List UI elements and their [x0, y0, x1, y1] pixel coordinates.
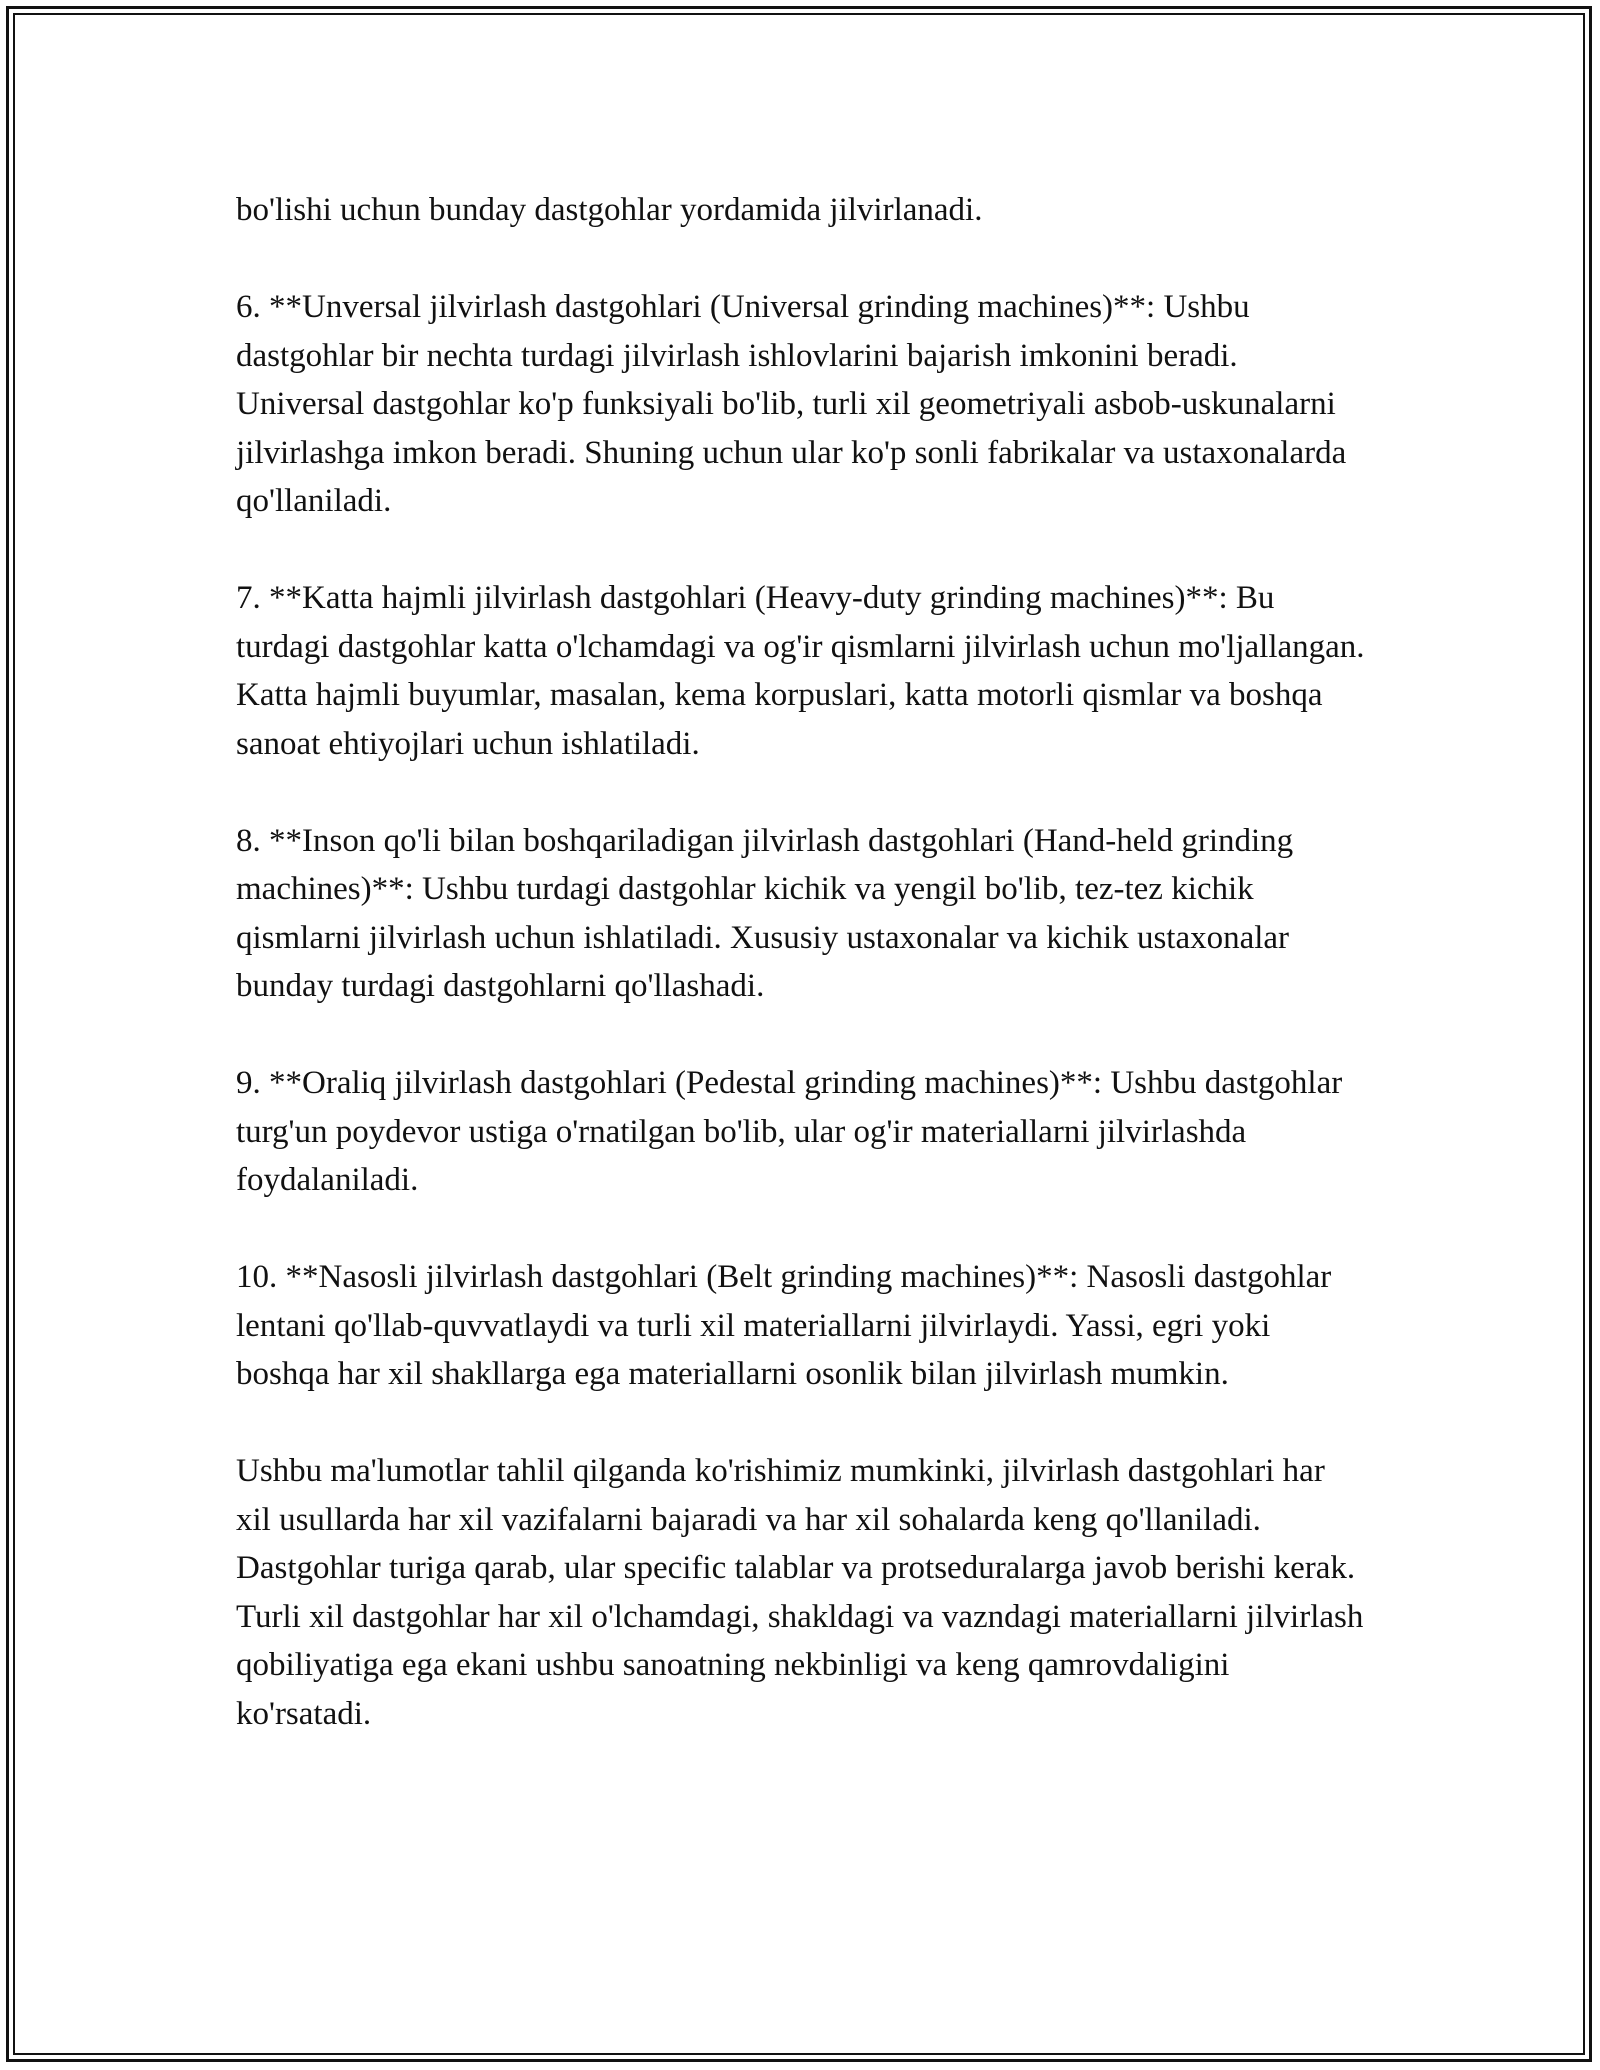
paragraph-item-7: 7. **Katta hajmli jilvirlash dastgohlari (Heavy-duty grinding machines)**: Bu turdagi dastgohlar katta o'lchamdagi va og'ir qismlarni jilvirlash uchun mo'ljallangan. Katta hajmli buyumlar, masalan, kema korpuslari, katta motorli qismlar va boshqa sanoat ehtiyojlari uchun ishlatiladi. [236, 580, 1365, 762]
paragraph-continuation: bo'lishi uchun bunday dastgohlar yordamida jilvirlanadi. [236, 192, 983, 228]
paragraph-item-10: 10. **Nasosli jilvirlash dastgohlari (Belt grinding machines)**: Nasosli dastgohlar lentani qo'llab-quvvatlaydi va turli xil materiallarni jilvirlaydi. Yassi, egri yoki boshqa har xil shakllarga ega materiallarni osonlik bilan jilvirlash mumkin. [236, 1259, 1332, 1392]
paragraph-conclusion: Ushbu ma'lumotlar tahlil qilganda ko'rishimiz mumkinki, jilvirlash dastgohlari har xil usullarda har xil vazifalarni bajaradi va har xil sohalarda keng qo'llaniladi. Dastgohlar turiga qarab, ular specific talablar va protseduralarga javob berishi kerak. Turli xil dastgohlar har xil o'lchamdagi, shakldagi va vazndagi materiallarni jilvirlash qobiliyatiga ega ekani ushbu sanoatning nekbinligi va keng qamrovdaligini ko'rsatadi. [236, 1453, 1364, 1732]
paragraph-item-6: 6. **Unversal jilvirlash dastgohlari (Universal grinding machines)**: Ushbu dastgohlar bir nechta turdagi jilvirlash ishlovlarini bajarish imkonini beradi. Universal dastgohlar ko'p funksiyali bo'lib, turli xil geometriyali asbob-uskunalarni jilvirlashga imkon beradi. Shuning uchun ular ko'p sonli fabrikalar va ustaxonalarda qo'llaniladi. [236, 289, 1347, 519]
paragraph-item-9: 9. **Oraliq jilvirlash dastgohlari (Pedestal grinding machines)**: Ushbu dastgohlar turg'un poydevor ustiga o'rnatilgan bo'lib, ular og'ir materiallarni jilvirlashda foydalaniladi. [236, 1065, 1343, 1198]
document-body [236, 186, 1366, 1738]
paragraph-item-8: 8. **Inson qo'li bilan boshqariladigan jilvirlash dastgohlari (Hand-held grinding machines)**: Ushbu turdagi dastgohlar kichik va yengil bo'lib, tez-tez kichik qismlarni jilvirlash uchun ishlatiladi. Xususiy ustaxonalar va kichik ustaxonalar bunday turdagi dastgohlarni qo'llashadi. [236, 822, 1294, 1004]
